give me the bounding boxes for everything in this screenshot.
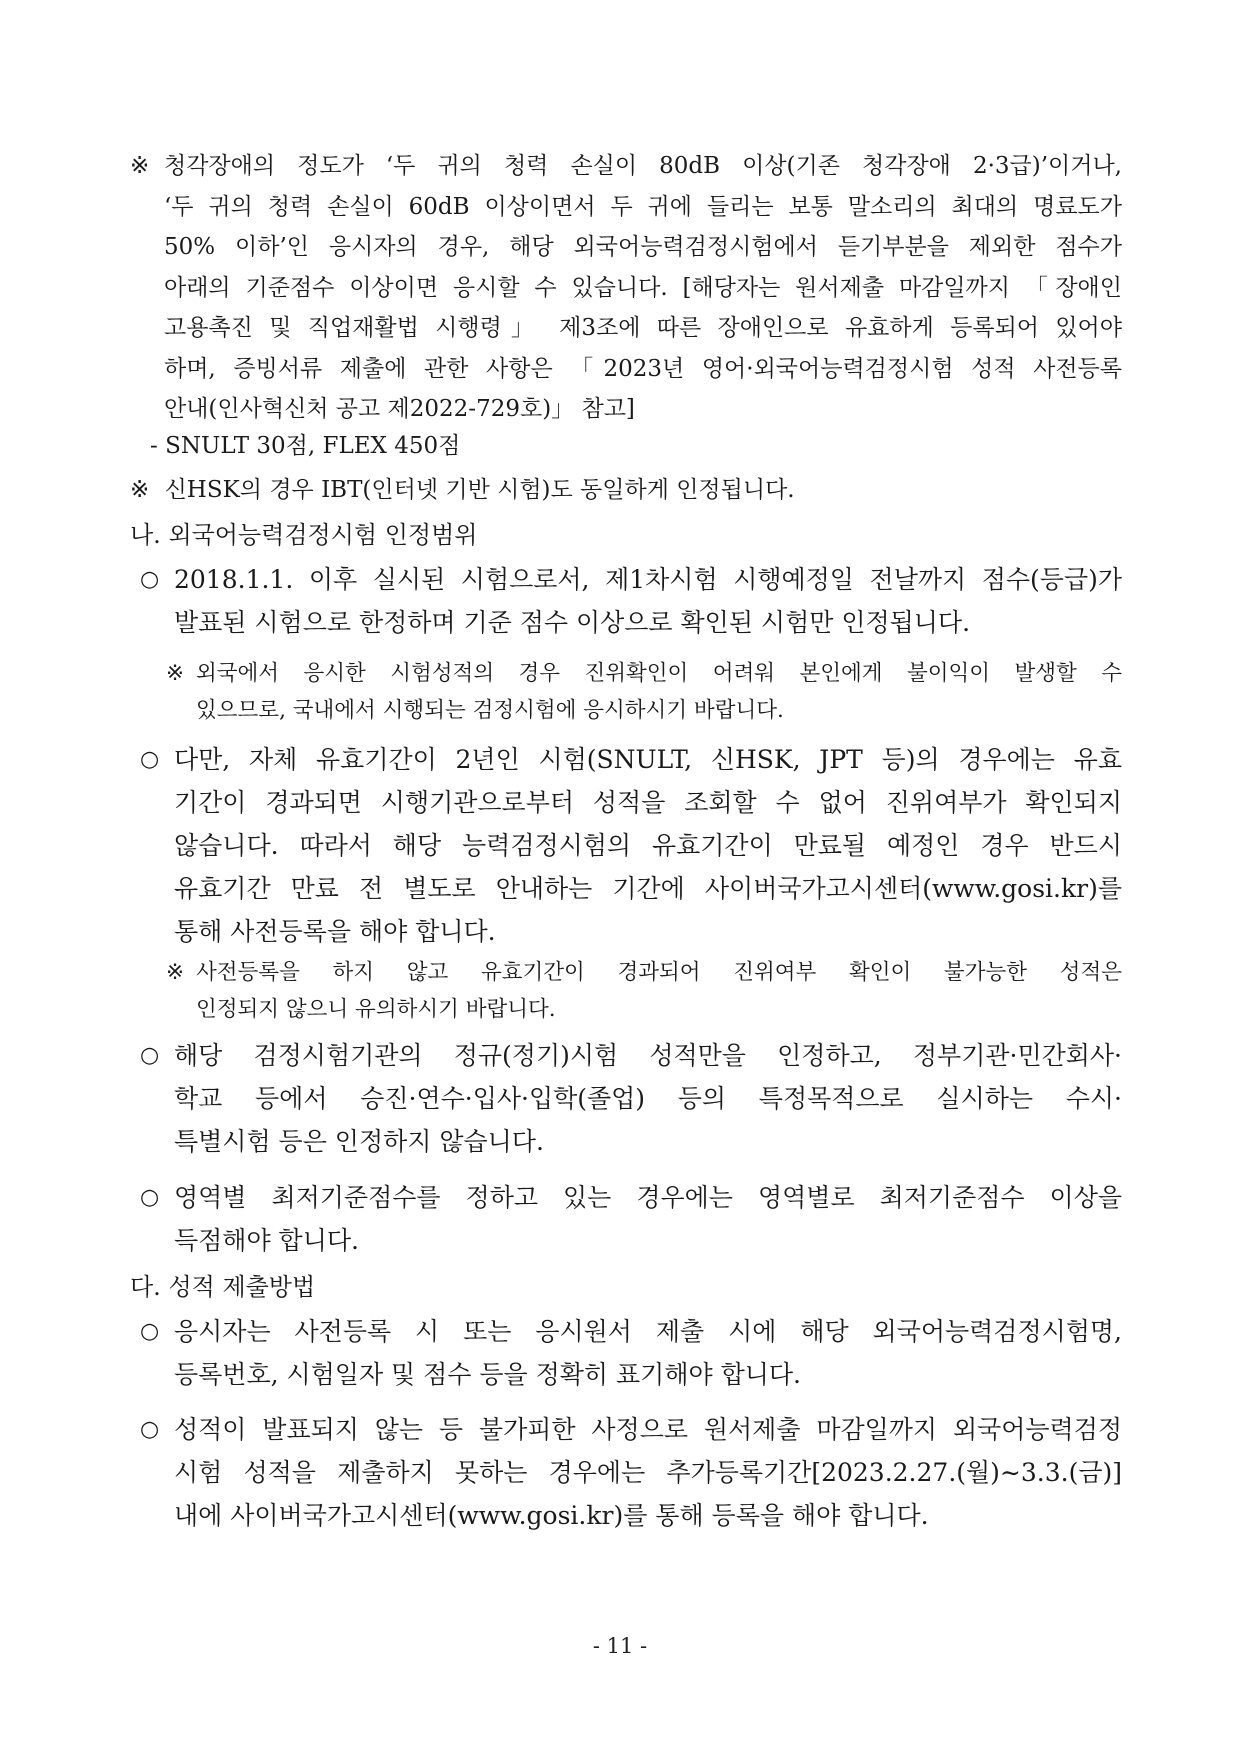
bullet-5-line-2: 등록번호, 시험일자 및 점수 등을 정확히 표기해야 합니다.: [174, 1360, 801, 1389]
bullet-3-line-2: 학교 등에서 승진·연수·입사·입학(졸업) 등의 특정목적으로 실시하는 수시·: [174, 1084, 1122, 1113]
bullet-item: [140, 1034, 1122, 1163]
bullet-mark: ○: [140, 1043, 160, 1068]
bullet-note: [166, 655, 1122, 729]
bullet-2-line-5: 통해 사전등록을 해야 합니다.: [174, 917, 496, 946]
section-heading-na: 나. 외국어능력검정시험 인정범위: [130, 521, 478, 549]
bullet-mark: ○: [140, 567, 160, 592]
bullet-2-line-1: 다만, 자체 유효기간이 2년인 시험(SNULT, 신HSK, JPT 등)의 경우에는 유효: [174, 745, 1122, 774]
score-line: - SNULT 30점, FLEX 450점: [150, 433, 461, 459]
note-hearing-line-6: 하며, 증빙서류 제출에 관한 사항은 「2023년 영어·외국어능력검정시험 성적 사전등록: [164, 355, 1122, 382]
note-hearing-line-7: 안내(인사혁신처 공고 제2022-729호)」 참고]: [164, 396, 635, 422]
bullet-1-line-2: 발표된 시험으로 한정하며 기준 점수 이상으로 확인된 시험만 인정됩니다.: [174, 608, 971, 637]
bullet-item: [140, 1176, 1122, 1262]
bullet-item: [140, 558, 1122, 644]
note-hearing-line-1: 청각장애의 정도가 ‘두 귀의 청력 손실이 80dB 이상(기존 청각장애 2·3급)’이거나,: [164, 153, 1122, 179]
note-hearing-line-4: 아래의 기준점수 이상이면 응시할 수 있습니다. [해당자는 원서제출 마감일까지 「장애인: [164, 274, 1122, 301]
page-number: - 11 -: [592, 1634, 648, 1658]
bullet-note: [166, 954, 1122, 1028]
bullet-1-note-line-2: 있으므로, 국내에서 시행되는 검정시험에 응시하시기 바랍니다.: [196, 698, 784, 723]
bullet-2-line-2: 기간이 경과되면 시행기관으로부터 성적을 조회할 수 없어 진위여부가 확인되지: [174, 788, 1122, 817]
note-hearing: [130, 146, 1122, 430]
note-hearing-line-5: 고용촉진 및 직업재활법 시행령」 제3조에 따른 장애인으로 유효하게 등록되어 있어야: [164, 315, 1122, 341]
bullet-6-line-1: 성적이 발표되지 않는 등 불가피한 사정으로 원서제출 마감일까지 외국어능력검정: [174, 1415, 1122, 1444]
bullet-2-line-3: 않습니다. 따라서 해당 능력검정시험의 유효기간이 만료될 예정인 경우 반드시: [174, 831, 1122, 860]
bullet-item: [140, 1408, 1122, 1537]
note-hsk-text: 신HSK의 경우 IBT(인터넷 기반 시험)도 동일하게 인정됩니다.: [164, 477, 795, 503]
note-hearing-line-2: ‘두 귀의 청력 손실이 60dB 이상이면서 두 귀에 들리는 보통 말소리의 최대의 명료도가: [164, 193, 1122, 220]
bullet-6-line-3: 내에 사이버국가고시센터(www.gosi.kr)를 통해 등록을 해야 합니다.: [174, 1501, 929, 1530]
bullet-1-line-1: 2018.1.1. 이후 실시된 시험으로서, 제1차시험 시행예정일 전날까지 점수(등급)가: [174, 565, 1122, 594]
bullet-2-line-4: 유효기간 만료 전 별도로 안내하는 기간에 사이버국가고시센터(www.gosi.kr)를: [174, 874, 1122, 903]
bullet-5-line-1: 응시자는 사전등록 시 또는 응시원서 제출 시에 해당 외국어능력검정시험명,: [174, 1317, 1122, 1346]
bullet-1-note-line-1: 외국에서 응시한 시험성적의 경우 진위확인이 어려워 본인에게 불이익이 발생할 수: [196, 661, 1122, 686]
bullet-4-line-1: 영역별 최저기준점수를 정하고 있는 경우에는 영역별로 최저기준점수 이상을: [174, 1183, 1122, 1212]
bullet-item: [140, 738, 1122, 953]
bullet-3-line-3: 특별시험 등은 인정하지 않습니다.: [174, 1127, 544, 1156]
bullet-2-note-line-2: 인정되지 않으니 유의하시기 바랍니다.: [196, 997, 556, 1022]
note-mark: ※: [166, 960, 185, 985]
bullet-3-line-1: 해당 검정시험기관의 정규(정기)시험 성적만을 인정하고, 정부기관·민간회사·: [174, 1041, 1122, 1070]
note-mark: ※: [130, 477, 150, 503]
bullet-item: [140, 1310, 1122, 1396]
note-mark: ※: [130, 153, 150, 179]
bullet-mark: ○: [140, 1417, 160, 1442]
bullet-mark: ○: [140, 747, 160, 772]
bullet-6-line-2: 시험 성적을 제출하지 못하는 경우에는 추가등록기간[2023.2.27.(월)∼3.3.(금)]: [174, 1458, 1122, 1487]
bullet-mark: ○: [140, 1319, 160, 1344]
bullet-4-line-2: 득점해야 합니다.: [174, 1226, 359, 1255]
bullet-2-note-line-1: 사전등록을 하지 않고 유효기간이 경과되어 진위여부 확인이 불가능한 성적은: [196, 960, 1122, 985]
note-mark: ※: [166, 661, 185, 686]
note-hsk: [130, 473, 1122, 507]
note-hearing-line-3: 50% 이하’인 응시자의 경우, 해당 외국어능력검정시험에서 듣기부분을 제외한 점수가: [164, 234, 1122, 260]
section-heading-da: 다. 성적 제출방법: [130, 1273, 316, 1301]
bullet-mark: ○: [140, 1185, 160, 1210]
